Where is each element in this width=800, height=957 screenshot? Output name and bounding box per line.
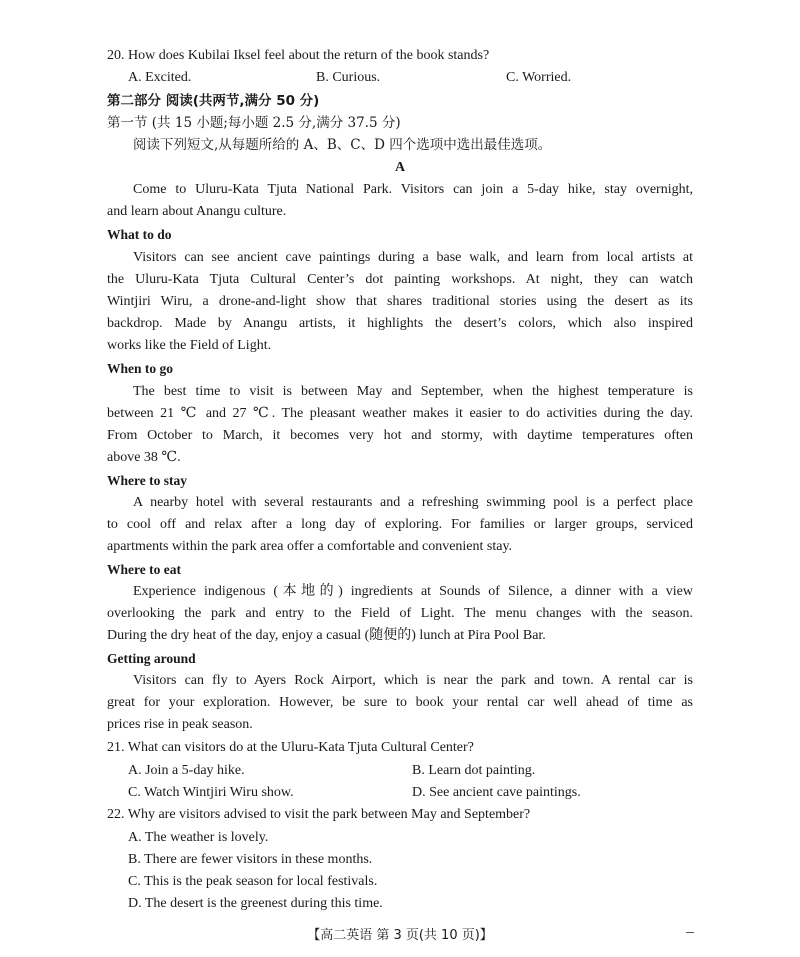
corner-mark (686, 932, 694, 933)
reading-instruction: 阅读下列短文,从每题所给的 A、B、C、D 四个选项中选出最佳选项。 (133, 137, 552, 153)
getting-around-line-3: prices rise in peak season. (107, 717, 253, 732)
page-footer: 【高二英语 第 3 页(共 10 页)】 (307, 928, 493, 943)
getting-around-line-1: Visitors can fly to Ayers Rock Airport, which is near the park and town. A rental car is (133, 673, 693, 688)
when-to-go-line-3: From October to March, it becomes very hot and stormy, with daytime temperatures often (107, 428, 693, 443)
when-to-go-line-4: above 38 ℃. (107, 450, 181, 465)
where-to-stay-line-2: to cool off and relax after a long day of exploring. For families or larger groups, serviced (107, 517, 693, 532)
what-to-do-line-1: Visitors can see ancient cave paintings during a base walk, and learn from local artists at (133, 250, 693, 265)
where-to-stay-line-3: apartments within the park area offer a comfortable and convenient stay. (107, 539, 513, 554)
section-heading-where-to-eat: Where to eat (107, 562, 181, 577)
q22-option-c: C. This is the peak season for local festivals. (128, 874, 378, 889)
where-to-eat-line-1: Experience indigenous (本地的) ingredients at Sounds of Silence, a dinner with a view (133, 584, 693, 599)
section-heading-getting-around: Getting around (107, 651, 196, 666)
what-to-do-line-2: the Uluru-Kata Tjuta Cultural Center’s dot painting workshops. At night, they can watch (107, 272, 693, 287)
passage-letter: A (394, 160, 406, 175)
getting-around-line-2: great for your exploration. However, be sure to book your rental car well ahead of time as (107, 695, 693, 710)
when-to-go-line-1: The best time to visit is between May and September, when the highest temperature is (133, 384, 693, 399)
intro-line-2: and learn about Anangu culture. (107, 204, 287, 219)
q21-option-a: A. Join a 5-day hike. (128, 763, 245, 778)
q20-option-b: B. Curious. (316, 70, 381, 85)
section-heading-what-to-do: What to do (107, 227, 172, 242)
where-to-stay-line-1: A nearby hotel with several restaurants and a refreshing swimming pool is a perfect place (133, 495, 693, 510)
what-to-do-line-3: Wintjiri Wiru, a drone-and-light show that shares traditional stories using the desert as its (107, 294, 693, 309)
q22-stem: 22. Why are visitors advised to visit the park between May and September? (107, 807, 531, 822)
q20-option-a: A. Excited. (128, 70, 192, 85)
where-to-eat-line-2: overlooking the park and entry to the Field of Light. The menu changes with the season. (107, 606, 693, 621)
section-heading-where-to-stay: Where to stay (107, 473, 187, 488)
when-to-go-line-2: between 21 ℃ and 27 ℃. The pleasant weather makes it easier to do activities during the day. (107, 406, 693, 421)
q20-option-c: C. Worried. (506, 70, 572, 85)
section1-title: 第一节 (共 15 小题;每小题 2.5 分,满分 37.5 分) (107, 115, 401, 131)
what-to-do-line-5: works like the Field of Light. (107, 338, 272, 353)
q22-option-b: B. There are fewer visitors in these months. (128, 852, 373, 867)
what-to-do-line-4: backdrop. Made by Anangu artists, it highlights the desert’s colors, which also inspired (107, 316, 693, 331)
q21-option-d: D. See ancient cave paintings. (412, 785, 581, 800)
section-heading-when-to-go: When to go (107, 361, 174, 376)
intro-line-1: Come to Uluru-Kata Tjuta National Park. Visitors can join a 5-day hike, stay overnight, (133, 182, 693, 197)
q21-stem: 21. What can visitors do at the Uluru-Kata Tjuta Cultural Center? (107, 740, 474, 755)
q21-option-b: B. Learn dot painting. (412, 763, 536, 778)
q20-stem: 20. How does Kubilai Iksel feel about the return of the book stands? (107, 48, 490, 63)
q21-option-c: C. Watch Wintjiri Wiru show. (128, 785, 294, 800)
where-to-eat-line-3: During the dry heat of the day, enjoy a casual (随便的) lunch at Pira Pool Bar. (107, 628, 546, 643)
part2-title: 第二部分 阅读(共两节,满分 50 分) (107, 93, 320, 109)
q22-option-d: D. The desert is the greenest during this time. (128, 896, 383, 911)
q22-option-a: A. The weather is lovely. (128, 830, 269, 845)
